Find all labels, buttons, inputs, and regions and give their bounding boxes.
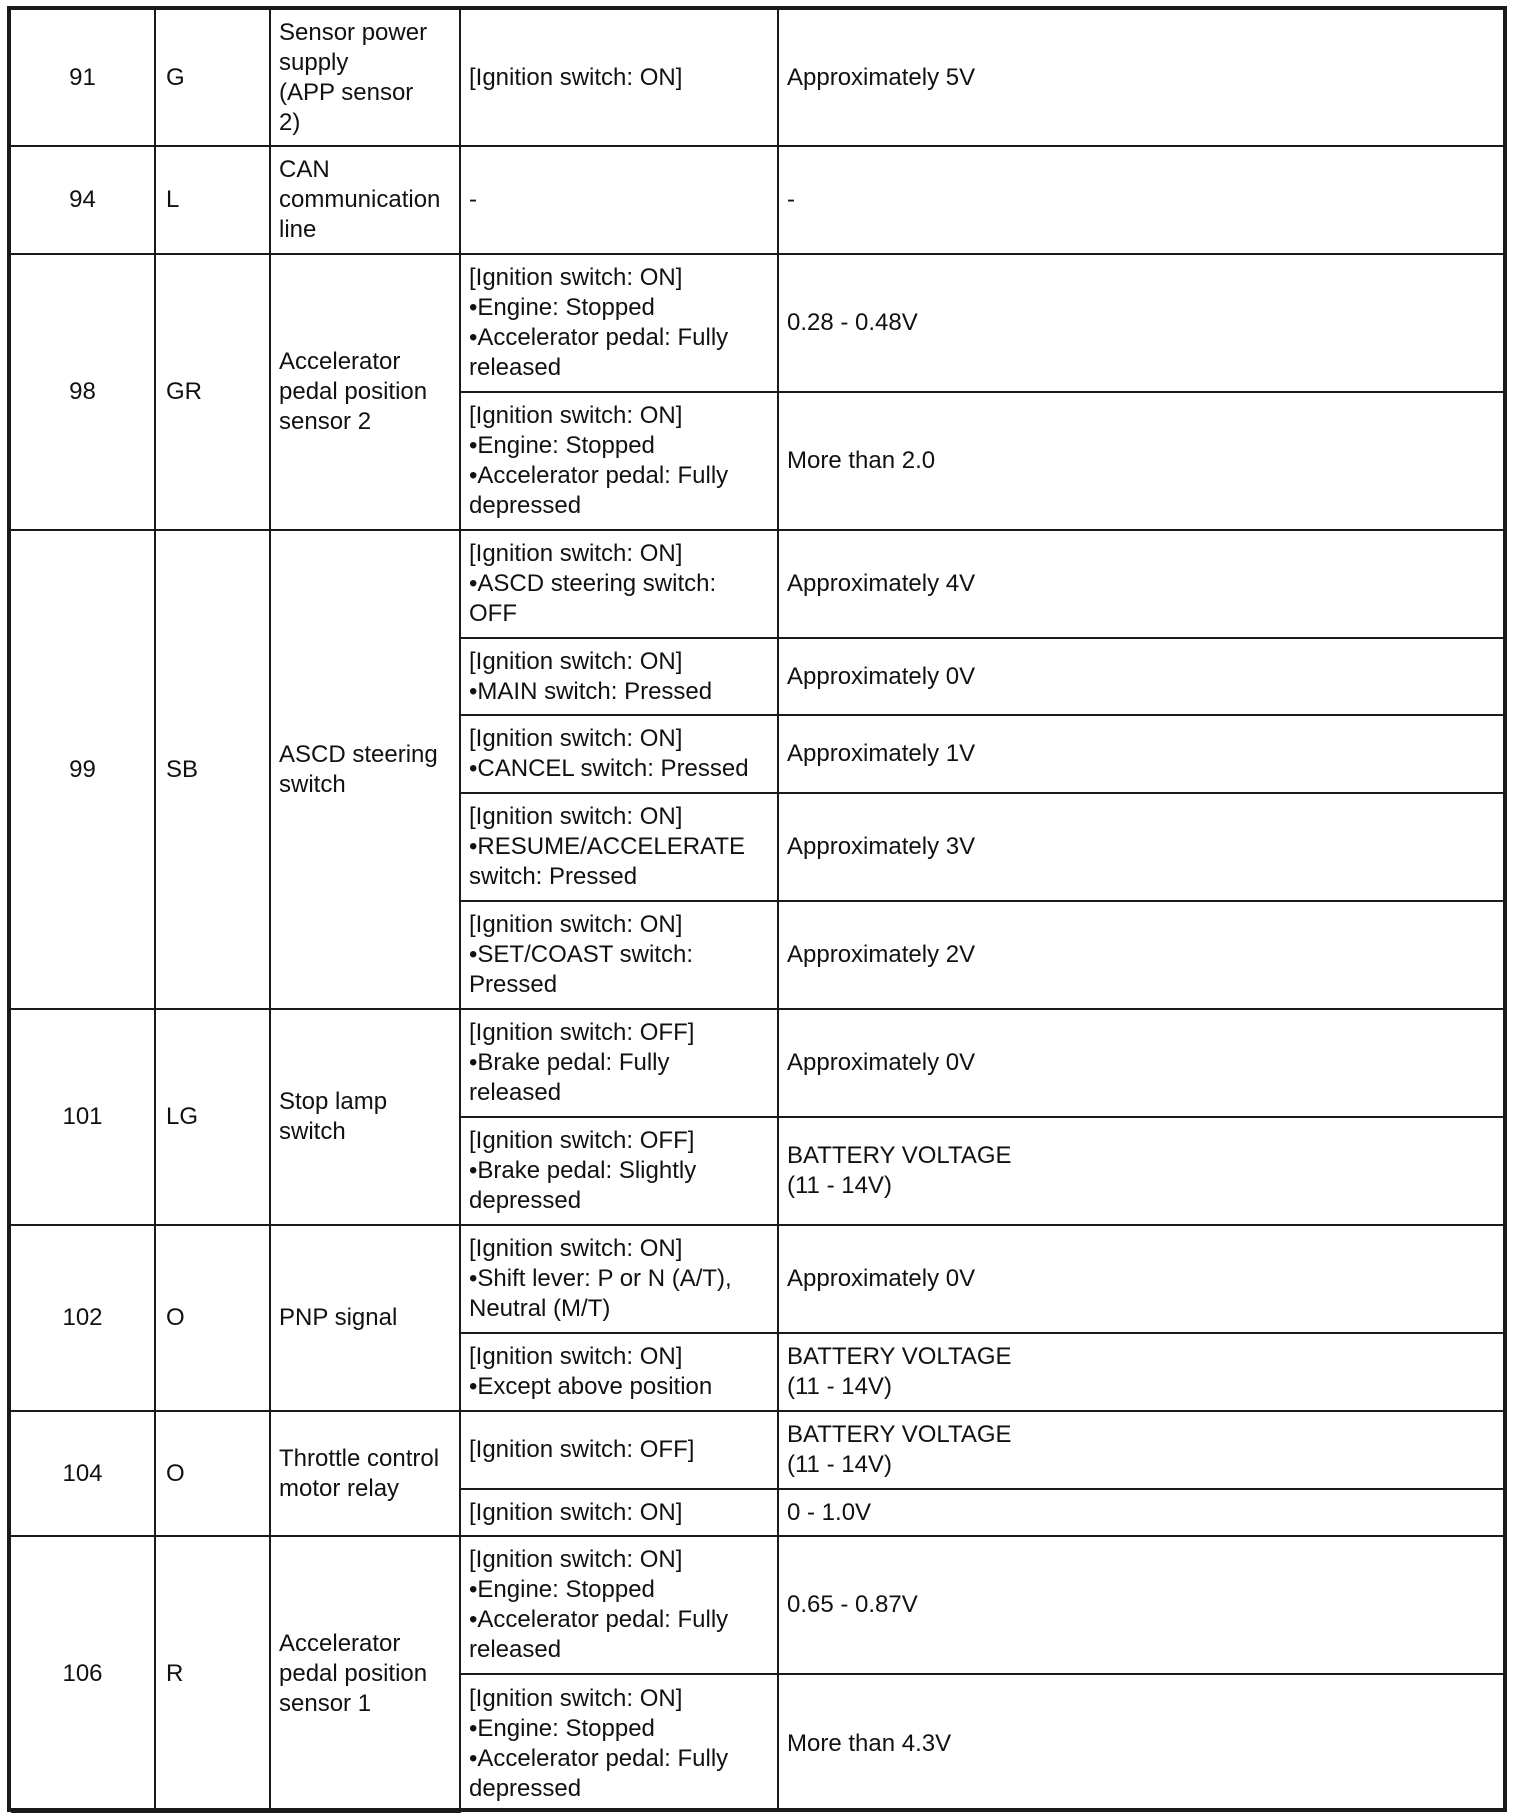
- condition-cell: [Ignition switch: OFF] •Brake pedal: Slightly depressed: [460, 1117, 778, 1225]
- condition-cell: [Ignition switch: ON]: [460, 1489, 778, 1536]
- condition-cell: [Ignition switch: ON] •CANCEL switch: Pressed: [460, 715, 778, 793]
- data-value: More than 4.3V: [778, 1674, 1503, 1812]
- data-value: Approximately 2V: [778, 901, 1503, 1009]
- table-row: [11, 1009, 1503, 1117]
- condition-cell: [Ignition switch: OFF]: [460, 1411, 778, 1489]
- wire-color: O: [155, 1411, 270, 1536]
- data-value: Approximately 3V: [778, 793, 1503, 901]
- table-row: [11, 530, 1503, 638]
- terminal-number: 91: [11, 10, 155, 146]
- wire-color: LG: [155, 1009, 270, 1225]
- wire-color: R: [155, 1536, 270, 1812]
- data-value: More than 2.0: [778, 392, 1503, 530]
- terminal-number: 101: [11, 1009, 155, 1225]
- data-value: BATTERY VOLTAGE (11 - 14V): [778, 1117, 1503, 1225]
- data-value: Approximately 0V: [778, 638, 1503, 715]
- wire-color: SB: [155, 530, 270, 1009]
- table-row: [11, 146, 1503, 254]
- wire-color: O: [155, 1225, 270, 1411]
- condition-cell: [Ignition switch: ON] •SET/COAST switch: Pressed: [460, 901, 778, 1009]
- wire-color: GR: [155, 254, 270, 530]
- data-value: Approximately 4V: [778, 530, 1503, 638]
- data-value: BATTERY VOLTAGE (11 - 14V): [778, 1333, 1503, 1411]
- data-value: Approximately 0V: [778, 1225, 1503, 1333]
- data-value: 0.65 - 0.87V: [778, 1536, 1503, 1674]
- data-value: -: [778, 146, 1503, 254]
- condition-cell: [Ignition switch: ON] •Except above position: [460, 1333, 778, 1411]
- wire-color: G: [155, 10, 270, 146]
- condition-cell: [Ignition switch: ON] •Engine: Stopped •Accelerator pedal: Fully depressed: [460, 392, 778, 530]
- condition-cell: -: [460, 146, 778, 254]
- terminal-number: 94: [11, 146, 155, 254]
- data-value: 0 - 1.0V: [778, 1489, 1503, 1536]
- item-name: Stop lamp switch: [270, 1009, 460, 1225]
- condition-cell: [Ignition switch: ON] •ASCD steering switch: OFF: [460, 530, 778, 638]
- wire-color: L: [155, 146, 270, 254]
- table-row: [11, 1536, 1503, 1674]
- terminal-number: 99: [11, 530, 155, 1009]
- data-value: Approximately 0V: [778, 1009, 1503, 1117]
- condition-cell: [Ignition switch: ON] •Engine: Stopped •Accelerator pedal: Fully depressed: [460, 1674, 778, 1812]
- condition-cell: [Ignition switch: ON] •Engine: Stopped •Accelerator pedal: Fully released: [460, 254, 778, 392]
- item-name: Throttle control motor relay: [270, 1411, 460, 1536]
- terminal-number: 104: [11, 1411, 155, 1536]
- condition-cell: [Ignition switch: ON] •Shift lever: P or N (A/T), Neutral (M/T): [460, 1225, 778, 1333]
- item-name: Accelerator pedal position sensor 2: [270, 254, 460, 530]
- terminal-data-table: [7, 6, 1507, 1812]
- data-value: BATTERY VOLTAGE (11 - 14V): [778, 1411, 1503, 1489]
- table-row: [11, 254, 1503, 392]
- data-value: Approximately 5V: [778, 10, 1503, 146]
- item-name: ASCD steering switch: [270, 530, 460, 1009]
- data-value: 0.28 - 0.48V: [778, 254, 1503, 392]
- terminal-number: 102: [11, 1225, 155, 1411]
- condition-cell: [Ignition switch: ON]: [460, 10, 778, 146]
- table-row: [11, 1225, 1503, 1333]
- condition-cell: [Ignition switch: ON] •Engine: Stopped •Accelerator pedal: Fully released: [460, 1536, 778, 1674]
- item-name: Accelerator pedal position sensor 1: [270, 1536, 460, 1812]
- condition-cell: [Ignition switch: ON] •MAIN switch: Pressed: [460, 638, 778, 715]
- item-name: Sensor power supply (APP sensor 2): [270, 10, 460, 146]
- terminal-number: 98: [11, 254, 155, 530]
- condition-cell: [Ignition switch: OFF] •Brake pedal: Fully released: [460, 1009, 778, 1117]
- item-name: CAN communication line: [270, 146, 460, 254]
- data-value: Approximately 1V: [778, 715, 1503, 793]
- table-row: [11, 1411, 1503, 1489]
- terminal-number: 106: [11, 1536, 155, 1812]
- table-row: [11, 10, 1503, 146]
- condition-cell: [Ignition switch: ON] •RESUME/ACCELERATE switch: Pressed: [460, 793, 778, 901]
- item-name: PNP signal: [270, 1225, 460, 1411]
- ecm-terminal-table: [11, 10, 1503, 1813]
